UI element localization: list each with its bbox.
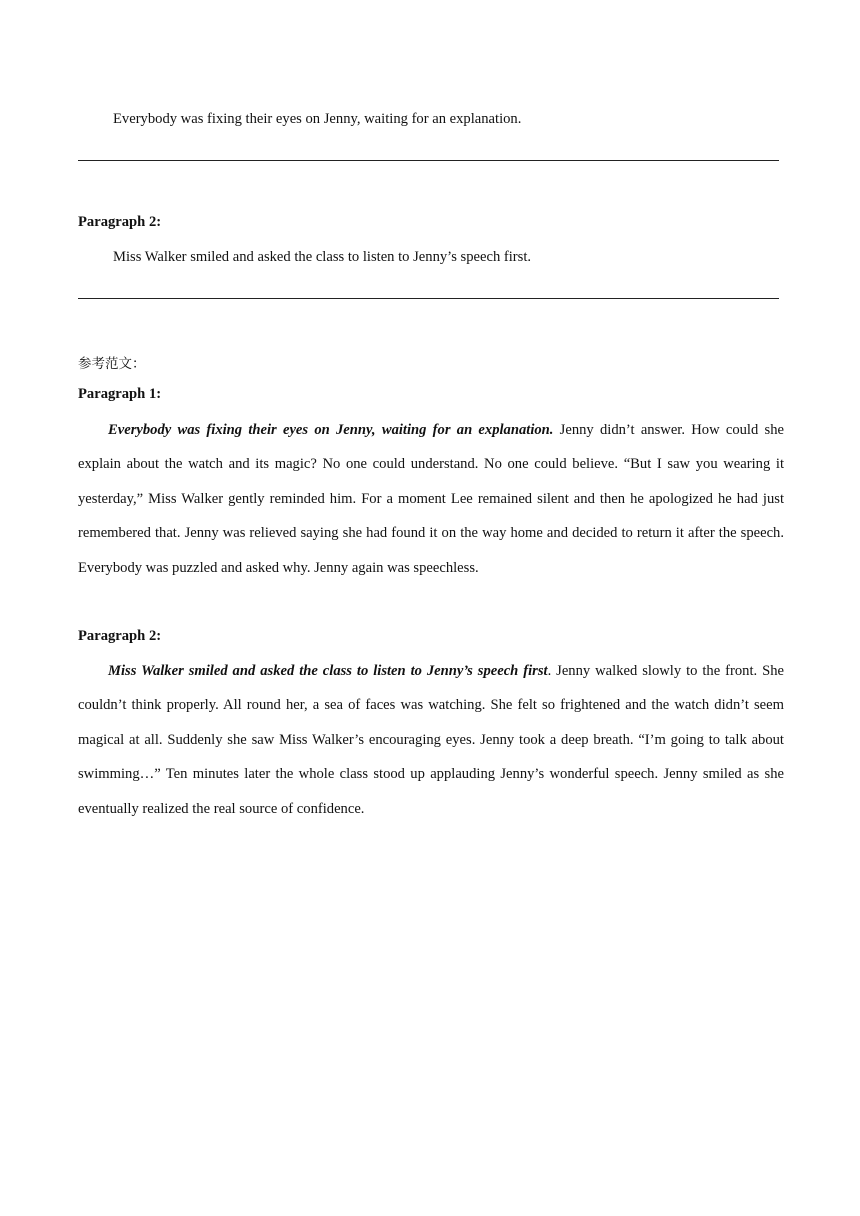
reference-paragraph-2-lead: Miss Walker smiled and asked the class to listen to Jenny’s speech first <box>108 663 548 679</box>
paragraph-2-opening: Miss Walker smiled and asked the class to listen to Jenny’s speech first. <box>113 249 532 265</box>
reference-paragraph-1-heading: Paragraph 1: <box>78 386 162 402</box>
reference-essay-label: 参考范文： <box>78 356 146 372</box>
reference-paragraph-2-heading: Paragraph 2: <box>78 628 162 644</box>
reference-paragraph-1-lead: Everybody was fixing their eyes on Jenny, waiting for an explanation. <box>108 422 554 438</box>
answer-line-2 <box>78 298 779 299</box>
paragraph-2-heading: Paragraph 2: <box>78 214 162 230</box>
reference-paragraph-2 <box>78 654 784 826</box>
answer-line-1 <box>78 160 779 161</box>
paragraph-1-opening: Everybody was fixing their eyes on Jenny, waiting for an explanation. <box>113 111 522 127</box>
reference-paragraph-1-body: Jenny didn’t answer. How could she explain about the watch and its magic? No one could understand. No one could believe. “But I saw you wearing it yesterday,” Miss Walker gently reminded him. For a moment Lee remained silent and then he apologized he had just remembered that. Jenny was relieved saying she had found it on the way home and decided to return it after the speech. Everybody was puzzled and asked why. Jenny again was speechless. <box>78 422 784 576</box>
reference-paragraph-1 <box>78 413 784 585</box>
reference-paragraph-2-body: . Jenny walked slowly to the front. She couldn’t think properly. All round her, a sea of faces was watching. She felt so frightened and the watch didn’t seem magical at all. Suddenly she saw Miss Walker’s encouraging eyes. Jenny took a deep breath. “I’m going to talk about swimming…” Ten minutes later the whole class stood up applauding Jenny’s wonderful speech. Jenny smiled as she eventually realized the real source of confidence. <box>78 663 784 817</box>
